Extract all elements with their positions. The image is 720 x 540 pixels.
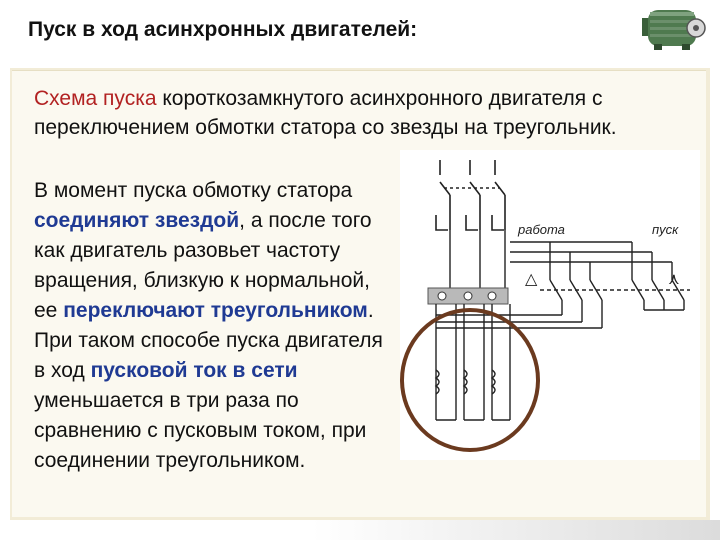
star-symbol: ⋏ <box>668 269 680 288</box>
paragraph-start-current <box>20 326 392 476</box>
slide-title: Пуск в ход асинхронных двигателей: <box>28 18 418 41</box>
star-delta-circuit-diagram <box>400 150 700 460</box>
terminal-block <box>428 288 508 304</box>
slide-header <box>0 0 720 62</box>
label-start: пуск <box>652 222 679 237</box>
p1-highlight-star: соединяют звездой <box>34 209 240 232</box>
p1-text-3: . <box>367 299 374 322</box>
intro-paragraph <box>34 84 694 142</box>
diagram-background <box>400 150 700 460</box>
p1-highlight-delta: переключают треугольником <box>63 299 368 322</box>
intro-text: короткозамкнутого асинхронного двигателя с переключением обмотки статора со звезды на треугольник. <box>34 87 617 139</box>
p1-text-2: , а после того как двигатель разовьет частоту вращения, близкую к нормальной, ее <box>34 209 372 322</box>
footer-bar <box>312 520 720 540</box>
label-work: работа <box>518 222 565 237</box>
p2-highlight-current: пусковой ток в сети <box>90 359 298 382</box>
delta-symbol: △ <box>525 269 538 288</box>
p2-text-1: При таком способе пуска двигателя в ход <box>34 329 383 382</box>
p2-text-2: уменьшается в три раза по сравнению с пусковым током, при соединении треугольником. <box>34 389 367 472</box>
body-text <box>20 176 392 476</box>
electric-motor-icon <box>640 4 706 54</box>
intro-highlight: Схема пуска <box>34 87 157 110</box>
paragraph-star-delta <box>20 176 392 326</box>
p1-text-1: В момент пуска обмотку статора <box>34 179 353 202</box>
